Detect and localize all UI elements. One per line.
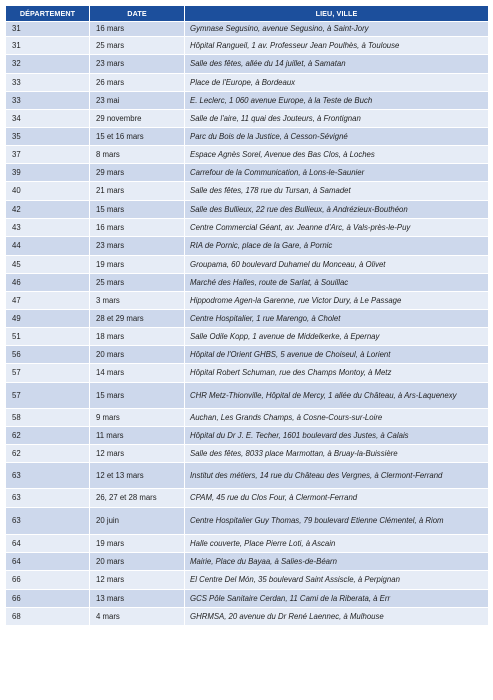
cell-departement: 63 bbox=[6, 489, 90, 508]
cell-date: 16 mars bbox=[90, 219, 185, 237]
cell-lieu: Salle des fêtes, 8033 place Marmottan, à Bruay-la-Buissière bbox=[185, 445, 489, 463]
table-row bbox=[6, 128, 489, 146]
table-row bbox=[6, 182, 489, 201]
cell-departement: 31 bbox=[6, 37, 90, 55]
cell-date: 25 mars bbox=[90, 274, 185, 292]
cell-lieu: Place de l'Europe, à Bordeaux bbox=[185, 74, 489, 92]
table-row bbox=[6, 201, 489, 219]
cell-departement: 64 bbox=[6, 553, 90, 571]
cell-departement: 34 bbox=[6, 110, 90, 128]
header-lieu-ville: LIEU, VILLE bbox=[185, 6, 489, 22]
cell-lieu: Groupama, 60 boulevard Duhamel du Monceau, à Olivet bbox=[185, 256, 489, 274]
cell-lieu: Halle couverte, Place Pierre Loti, à Ascain bbox=[185, 535, 489, 553]
cell-departement: 35 bbox=[6, 128, 90, 146]
cell-date: 25 mars bbox=[90, 37, 185, 55]
cell-departement: 64 bbox=[6, 535, 90, 553]
cell-departement: 39 bbox=[6, 164, 90, 182]
cell-date: 15 mars bbox=[90, 383, 185, 409]
cell-lieu: Salle des fêtes, allée du 14 juillet, à Samatan bbox=[185, 55, 489, 74]
table-row bbox=[6, 535, 489, 553]
cell-departement: 31 bbox=[6, 22, 90, 37]
table-row bbox=[6, 164, 489, 182]
table-row bbox=[6, 445, 489, 463]
table-body bbox=[6, 22, 489, 626]
table-row bbox=[6, 364, 489, 383]
cell-departement: 33 bbox=[6, 92, 90, 110]
cell-date: 19 mars bbox=[90, 535, 185, 553]
table-row bbox=[6, 237, 489, 256]
cell-departement: 44 bbox=[6, 237, 90, 256]
table-row bbox=[6, 74, 489, 92]
cell-lieu: Auchan, Les Grands Champs, à Cosne-Cours-sur-Loire bbox=[185, 409, 489, 427]
cell-departement: 47 bbox=[6, 292, 90, 310]
cell-departement: 45 bbox=[6, 256, 90, 274]
cell-date: 4 mars bbox=[90, 608, 185, 626]
cell-date: 3 mars bbox=[90, 292, 185, 310]
cell-date: 23 mai bbox=[90, 92, 185, 110]
table-row bbox=[6, 508, 489, 535]
cell-date: 16 mars bbox=[90, 22, 185, 37]
cell-departement: 37 bbox=[6, 146, 90, 164]
cell-lieu: Centre Commercial Géant, av. Jeanne d'Arc, à Vals-près-le-Puy bbox=[185, 219, 489, 237]
cell-date: 29 novembre bbox=[90, 110, 185, 128]
cell-date: 26, 27 et 28 mars bbox=[90, 489, 185, 508]
table-row bbox=[6, 110, 489, 128]
table-row bbox=[6, 256, 489, 274]
cell-departement: 63 bbox=[6, 508, 90, 535]
table-header bbox=[6, 6, 489, 22]
cell-departement: 33 bbox=[6, 74, 90, 92]
table-row bbox=[6, 346, 489, 364]
cell-date: 21 mars bbox=[90, 182, 185, 201]
cell-departement: 42 bbox=[6, 201, 90, 219]
table-row bbox=[6, 489, 489, 508]
cell-lieu: Parc du Bois de la Justice, à Cesson-Sévigné bbox=[185, 128, 489, 146]
table-row bbox=[6, 608, 489, 626]
cell-lieu: CPAM, 45 rue du Clos Four, à Clermont-Ferrand bbox=[185, 489, 489, 508]
cell-lieu: Salle Odile Kopp, 1 avenue de Middelkerke, à Epernay bbox=[185, 328, 489, 346]
table-row bbox=[6, 328, 489, 346]
cell-departement: 66 bbox=[6, 571, 90, 590]
cell-departement: 46 bbox=[6, 274, 90, 292]
table-row bbox=[6, 463, 489, 489]
cell-lieu: Hôpital du Dr J. E. Techer, 1601 boulevard des Justes, à Calais bbox=[185, 427, 489, 445]
cell-departement: 63 bbox=[6, 463, 90, 489]
table-row bbox=[6, 409, 489, 427]
header-date: DATE bbox=[90, 6, 185, 22]
cell-departement: 57 bbox=[6, 364, 90, 383]
table-row bbox=[6, 55, 489, 74]
cell-lieu: Hippodrome Agen-la Garenne, rue Victor Dury, à Le Passage bbox=[185, 292, 489, 310]
cell-date: 9 mars bbox=[90, 409, 185, 427]
table-row bbox=[6, 146, 489, 164]
cell-lieu: El Centre Del Món, 35 boulevard Saint Assiscle, à Perpignan bbox=[185, 571, 489, 590]
cell-date: 28 et 29 mars bbox=[90, 310, 185, 328]
cell-lieu: E. Leclerc, 1 060 avenue Europe, à la Teste de Buch bbox=[185, 92, 489, 110]
table-row bbox=[6, 310, 489, 328]
cell-date: 13 mars bbox=[90, 590, 185, 608]
cell-lieu: Espace Agnès Sorel, Avenue des Bas Clos, à Loches bbox=[185, 146, 489, 164]
cell-lieu: Hôpital de l'Orient GHBS, 5 avenue de Choiseul, à Lorient bbox=[185, 346, 489, 364]
table-row bbox=[6, 37, 489, 55]
table-row bbox=[6, 292, 489, 310]
cell-date: 12 mars bbox=[90, 445, 185, 463]
table-row bbox=[6, 427, 489, 445]
cell-lieu: Marché des Halles, route de Sarlat, à Souillac bbox=[185, 274, 489, 292]
cell-departement: 32 bbox=[6, 55, 90, 74]
cell-date: 29 mars bbox=[90, 164, 185, 182]
table-row bbox=[6, 274, 489, 292]
cell-date: 15 mars bbox=[90, 201, 185, 219]
header-departement: DÉPARTEMENT bbox=[6, 6, 90, 22]
cell-departement: 57 bbox=[6, 383, 90, 409]
cell-departement: 62 bbox=[6, 445, 90, 463]
cell-lieu: Salle des Bullieux, 22 rue des Bullieux, à Andrézieux-Bouthéon bbox=[185, 201, 489, 219]
cell-lieu: Institut des métiers, 14 rue du Château des Vergnes, à Clermont-Ferrand bbox=[185, 463, 489, 489]
cell-date: 26 mars bbox=[90, 74, 185, 92]
cell-date: 19 mars bbox=[90, 256, 185, 274]
cell-departement: 43 bbox=[6, 219, 90, 237]
table-row bbox=[6, 571, 489, 590]
cell-date: 20 mars bbox=[90, 553, 185, 571]
cell-departement: 62 bbox=[6, 427, 90, 445]
cell-lieu: GHRMSA, 20 avenue du Dr René Laennec, à Mulhouse bbox=[185, 608, 489, 626]
table-row bbox=[6, 22, 489, 37]
cell-lieu: Salle de l'aire, 11 quai des Jouteurs, à Frontignan bbox=[185, 110, 489, 128]
cell-lieu: CHR Metz-Thionville, Hôpital de Mercy, 1 allée du Château, à Ars-Laquenexy bbox=[185, 383, 489, 409]
cell-lieu: Mairie, Place du Bayaa, à Salies-de-Béarn bbox=[185, 553, 489, 571]
cell-date: 23 mars bbox=[90, 237, 185, 256]
cell-date: 14 mars bbox=[90, 364, 185, 383]
cell-date: 15 et 16 mars bbox=[90, 128, 185, 146]
cell-date: 12 mars bbox=[90, 571, 185, 590]
cell-date: 23 mars bbox=[90, 55, 185, 74]
table-row bbox=[6, 219, 489, 237]
cell-lieu: Salle des fêtes, 178 rue du Tursan, à Samadet bbox=[185, 182, 489, 201]
cell-lieu: Centre Hospitalier Guy Thomas, 79 boulevard Etienne Clémentel, à Riom bbox=[185, 508, 489, 535]
cell-date: 18 mars bbox=[90, 328, 185, 346]
cell-date: 11 mars bbox=[90, 427, 185, 445]
table-row bbox=[6, 553, 489, 571]
table-row bbox=[6, 383, 489, 409]
cell-departement: 68 bbox=[6, 608, 90, 626]
cell-lieu: RIA de Pornic, place de la Gare, à Pornic bbox=[185, 237, 489, 256]
cell-lieu: Gymnase Segusino, avenue Segusino, à Saint-Jory bbox=[185, 22, 489, 37]
cell-date: 20 juin bbox=[90, 508, 185, 535]
cell-lieu: Hôpital Rangueil, 1 av. Professeur Jean Poulhès, à Toulouse bbox=[185, 37, 489, 55]
cell-lieu: Hôpital Robert Schuman, rue des Champs Montoy, à Metz bbox=[185, 364, 489, 383]
cell-departement: 51 bbox=[6, 328, 90, 346]
cell-date: 8 mars bbox=[90, 146, 185, 164]
table-row bbox=[6, 92, 489, 110]
cell-departement: 49 bbox=[6, 310, 90, 328]
cell-lieu: Carrefour de la Communication, à Lons-le-Saunier bbox=[185, 164, 489, 182]
cell-departement: 56 bbox=[6, 346, 90, 364]
cell-departement: 58 bbox=[6, 409, 90, 427]
cell-departement: 40 bbox=[6, 182, 90, 201]
cell-date: 20 mars bbox=[90, 346, 185, 364]
cell-date: 12 et 13 mars bbox=[90, 463, 185, 489]
events-table bbox=[5, 5, 489, 626]
cell-lieu: GCS Pôle Sanitaire Cerdan, 11 Cami de la Riberata, à Err bbox=[185, 590, 489, 608]
cell-lieu: Centre Hospitalier, 1 rue Marengo, à Cholet bbox=[185, 310, 489, 328]
cell-departement: 66 bbox=[6, 590, 90, 608]
table-row bbox=[6, 590, 489, 608]
